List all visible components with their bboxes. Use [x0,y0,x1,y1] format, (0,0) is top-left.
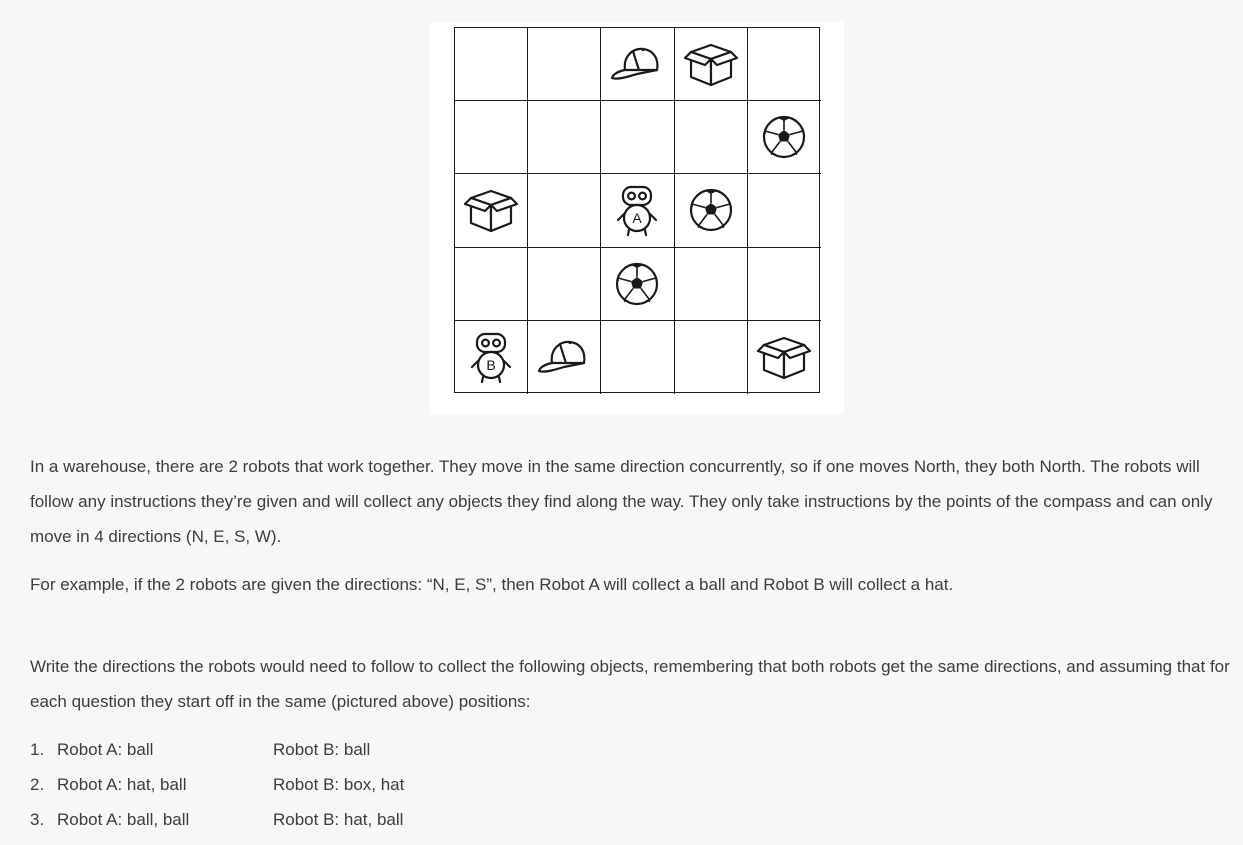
question-number: 2. [30,775,45,794]
grid-cell [455,248,528,321]
robot-icon [607,180,667,240]
robot-label: A [632,210,643,227]
grid-cell [748,101,821,174]
box-icon [681,34,741,94]
grid-cell [455,321,528,394]
grid-cell [455,28,528,101]
robot-a-objects: Robot A: hat, ball [57,775,187,794]
grid-cell [601,174,674,247]
question-item [30,767,573,802]
robot-b-objects: Robot B: hat, ball [273,810,404,829]
grid-cell [455,174,528,247]
ball-icon [607,254,667,314]
grid-cell [528,174,601,247]
grid-cell [675,101,748,174]
robot-b-objects: Robot B: ball [273,740,371,759]
ball-icon [754,107,814,167]
grid-cell [601,248,674,321]
hat-icon [534,327,594,387]
robot-icon [461,327,521,387]
grid-cell [601,321,674,394]
ball-icon [681,180,741,240]
grid-cell [528,101,601,174]
question-number: 1. [30,740,45,759]
intro-paragraph: In a warehouse, there are 2 robots that work together. They move in the same direction concurrently, so if one moves North, they both North. The robots will follow any instructions they’re given and will collect any objects they find along the way. They only take instructions by the points of the compass and can only move in 4 directions (N, E, S, W). [30,457,1213,546]
grid-cell [528,28,601,101]
question-item [30,802,573,837]
grid-cell [748,248,821,321]
warehouse-grid [454,27,820,393]
grid-cell [675,174,748,247]
box-icon [754,327,814,387]
box-icon [461,180,521,240]
grid-cell [455,101,528,174]
grid-cell [528,248,601,321]
robot-a-objects: Robot A: ball, ball [57,810,190,829]
robot-label: B [486,357,496,374]
grid-cell [675,321,748,394]
question-number: 3. [30,810,45,829]
questions-list [30,732,573,837]
grid-cell [748,321,821,394]
grid-cell [601,101,674,174]
grid-cell [675,248,748,321]
grid-cell [748,28,821,101]
warehouse-figure [430,22,844,414]
grid-cell [528,321,601,394]
grid-cell [675,28,748,101]
robot-a-objects: Robot A: ball [57,740,154,759]
question-item [30,732,573,767]
robot-b-objects: Robot B: box, hat [273,775,405,794]
task-paragraph: Write the directions the robots would need to follow to collect the following objects, remembering that both robots get the same directions, and assuming that for each question they start off in the same (pictured above) positions: [30,657,1230,711]
grid-cell [748,174,821,247]
grid-cell [601,28,674,101]
hat-icon [607,34,667,94]
example-paragraph: For example, if the 2 robots are given the directions: “N, E, S”, then Robot A will collect a ball and Robot B will collect a hat. [30,575,954,594]
